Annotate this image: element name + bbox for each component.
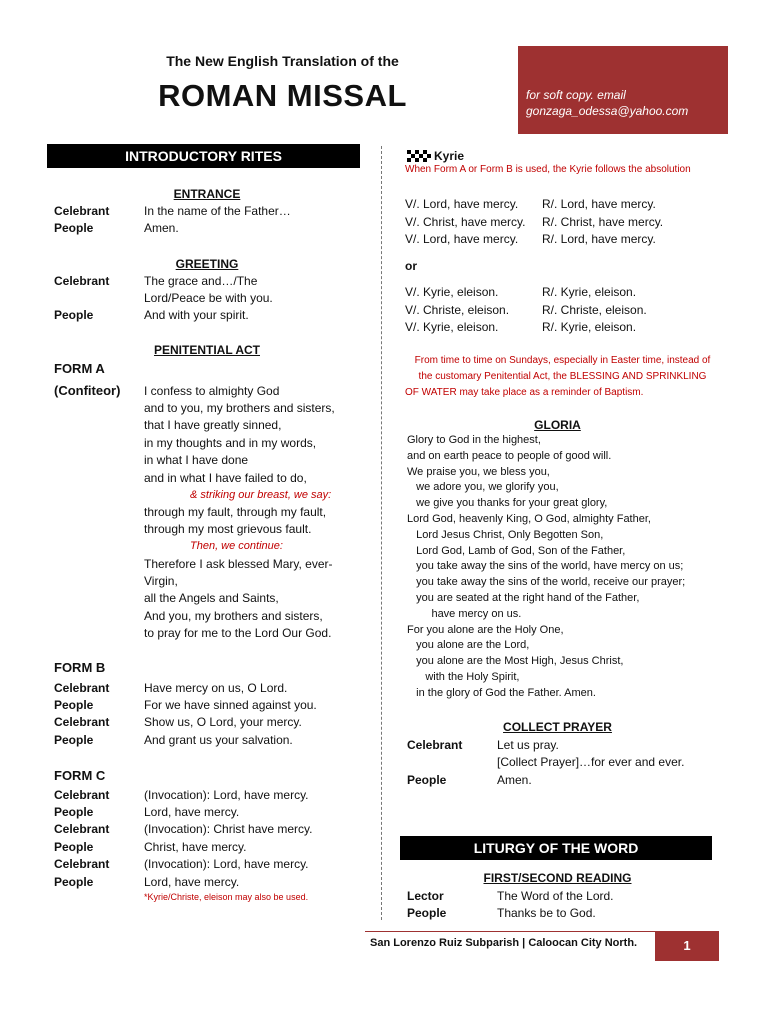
- gloria-line: you alone are the Most High, Jesus Christ,: [407, 655, 624, 668]
- gloria-line: For you alone are the Holy One,: [407, 623, 564, 636]
- header-subtitle: The New English Translation of the: [166, 53, 399, 69]
- versicle: V/. Kyrie, eleison.: [405, 320, 499, 334]
- gloria-line: in the glory of God the Father. Amen.: [407, 686, 596, 699]
- column-divider: [381, 146, 382, 920]
- page-number: 1: [655, 931, 719, 961]
- gloria-line: we give you thanks for your great glory,: [407, 497, 608, 510]
- role-label: People: [54, 221, 94, 235]
- confiteor-line: all the Angels and Saints,: [144, 591, 279, 605]
- confiteor-line: to pray for me to the Lord Our God.: [144, 626, 332, 640]
- liturgy-text: (Invocation): Christ have mercy.: [144, 822, 313, 836]
- role-label: People: [407, 773, 447, 787]
- gloria-line: you are seated at the right hand of the Father,: [407, 592, 640, 604]
- liturgy-text: Let us pray.: [497, 738, 559, 752]
- liturgy-text: The grace and…/The: [144, 274, 258, 288]
- role-label: People: [54, 733, 94, 747]
- liturgy-text: Amen.: [144, 221, 179, 235]
- rubric-continue: Then, we continue:: [190, 540, 283, 552]
- role-label: People: [407, 906, 447, 920]
- confiteor-line: And you, my brothers and sisters,: [144, 609, 323, 623]
- confiteor-line: through my most grievous fault.: [144, 522, 312, 536]
- contact-email: gonzaga_odessa@yahoo.com: [526, 104, 689, 118]
- gloria-line: with the Holy Spirit,: [407, 671, 520, 683]
- role-label: People: [54, 308, 94, 322]
- confiteor-line: through my fault, through my fault,: [144, 505, 327, 519]
- liturgy-text: Christ, have mercy.: [144, 840, 247, 854]
- response: R/. Lord, have mercy.: [542, 197, 656, 211]
- liturgy-text: Lord, have mercy.: [144, 875, 240, 889]
- contact-line-1: for soft copy. email: [526, 88, 626, 102]
- versicle: V/. Christ, have mercy.: [405, 215, 526, 229]
- gloria-line: Glory to God in the highest,: [407, 434, 541, 446]
- confiteor-line: I confess to almighty God: [144, 384, 280, 398]
- liturgy-text: Show us, O Lord, your mercy.: [144, 715, 302, 729]
- kyrie-heading: Kyrie: [434, 149, 465, 163]
- liturgy-text: (Invocation): Lord, have mercy.: [144, 857, 309, 871]
- liturgy-of-the-word-banner: LITURGY OF THE WORD: [400, 836, 712, 860]
- document-title: ROMAN MISSAL: [158, 78, 407, 113]
- checkered-bullet-icon: [407, 150, 431, 162]
- role-label: Celebrant: [54, 274, 110, 288]
- versicle: V/. Lord, have mercy.: [405, 232, 519, 246]
- role-label: Celebrant: [407, 738, 463, 752]
- role-label: Celebrant: [54, 857, 110, 871]
- gloria-heading: GLORIA: [534, 418, 581, 432]
- liturgy-text: In the name of the Father…: [144, 204, 291, 218]
- liturgy-text: Thanks be to God.: [497, 906, 596, 920]
- entrance-heading: ENTRANCE: [173, 187, 241, 201]
- role-label: Celebrant: [54, 715, 110, 729]
- confiteor-line: and in what I have failed to do,: [144, 471, 307, 485]
- role-label: People: [54, 805, 94, 819]
- gloria-line: Lord Jesus Christ, Only Begotten Son,: [407, 528, 604, 541]
- kyrie-note: *Kyrie/Christe, eleison may also be used.: [144, 892, 309, 902]
- footer-parish: San Lorenzo Ruiz Subparish | Caloocan City North.: [370, 937, 638, 949]
- introductory-rites-banner: INTRODUCTORY RITES: [47, 144, 360, 168]
- form-a-heading: FORM A: [54, 361, 105, 376]
- penitential-act-heading: PENITENTIAL ACT: [153, 343, 260, 357]
- form-c-heading: FORM C: [54, 768, 106, 783]
- sprinkling-note-line: the customary Penitential Act, the BLESSING AND SPRINKLING: [418, 371, 707, 382]
- gloria-line: We praise you, we bless you,: [407, 465, 550, 478]
- role-label: People: [54, 875, 94, 889]
- gloria-line: and on earth peace to people of good will.: [407, 449, 612, 462]
- response: R/. Christe, eleison.: [542, 303, 647, 317]
- liturgy-text: [Collect Prayer]…for ever and ever.: [497, 755, 685, 769]
- confiteor-line: that I have greatly sinned,: [144, 418, 282, 432]
- reading-heading: FIRST/SECOND READING: [483, 871, 632, 885]
- versicle: V/. Lord, have mercy.: [405, 197, 519, 211]
- confiteor-line: in what I have done: [144, 453, 249, 467]
- confiteor-line: and to you, my brothers and sisters,: [144, 401, 335, 415]
- gloria-line: you take away the sins of the world, receive our prayer;: [407, 576, 686, 589]
- contact-box: [518, 46, 728, 134]
- gloria-line: Lord God, Lamb of God, Son of the Father,: [407, 544, 626, 557]
- liturgy-text: Lord/Peace be with you.: [144, 291, 273, 305]
- collect-prayer-heading: COLLECT PRAYER: [503, 720, 612, 734]
- or-label: or: [405, 259, 417, 273]
- liturgy-text: And with your spirit.: [144, 308, 249, 322]
- versicle: V/. Christe, eleison.: [405, 303, 510, 317]
- role-label: Celebrant: [54, 788, 110, 802]
- greeting-heading: GREETING: [175, 257, 239, 271]
- sprinkling-note-line: OF WATER may take place as a reminder of Baptism.: [405, 387, 644, 398]
- sprinkling-note-line: From time to time on Sundays, especially in Easter time, instead of: [414, 355, 711, 366]
- response: R/. Lord, have mercy.: [542, 232, 656, 246]
- rubric-strike-breast: & striking our breast, we say:: [190, 489, 332, 501]
- liturgy-text: And grant us your salvation.: [144, 733, 293, 747]
- liturgy-text: Amen.: [497, 773, 532, 787]
- response: R/. Kyrie, eleison.: [542, 320, 637, 334]
- role-label: Celebrant: [54, 681, 110, 695]
- gloria-line: you take away the sins of the world, have mercy on us;: [407, 560, 684, 573]
- role-label: Lector: [407, 889, 444, 903]
- response: R/. Kyrie, eleison.: [542, 285, 637, 299]
- gloria-line: you alone are the Lord,: [407, 639, 530, 652]
- response: R/. Christ, have mercy.: [542, 215, 664, 229]
- form-b-heading: FORM B: [54, 660, 106, 675]
- role-label: Celebrant: [54, 822, 110, 836]
- liturgy-text: For we have sinned against you.: [144, 698, 317, 712]
- liturgy-text: Lord, have mercy.: [144, 805, 240, 819]
- role-label: People: [54, 840, 94, 854]
- versicle: V/. Kyrie, eleison.: [405, 285, 499, 299]
- confiteor-line: in my thoughts and in my words,: [144, 436, 317, 450]
- role-label: People: [54, 698, 94, 712]
- liturgy-text: (Invocation): Lord, have mercy.: [144, 788, 309, 802]
- footer-rule: [365, 931, 655, 932]
- confiteor-line: Therefore I ask blessed Mary, ever-: [144, 557, 333, 571]
- role-label: Celebrant: [54, 204, 110, 218]
- gloria-line: have mercy on us.: [407, 607, 522, 620]
- liturgy-text: The Word of the Lord.: [497, 889, 614, 903]
- kyrie-rubric: When Form A or Form B is used, the Kyrie follows the absolution: [405, 164, 691, 175]
- liturgy-text: Have mercy on us, O Lord.: [144, 681, 288, 695]
- confiteor-label: (Confiteor): [54, 383, 121, 398]
- gloria-line: Lord God, heavenly King, O God, almighty Father,: [407, 513, 651, 525]
- gloria-line: we adore you, we glorify you,: [407, 481, 559, 494]
- confiteor-line: Virgin,: [144, 574, 178, 588]
